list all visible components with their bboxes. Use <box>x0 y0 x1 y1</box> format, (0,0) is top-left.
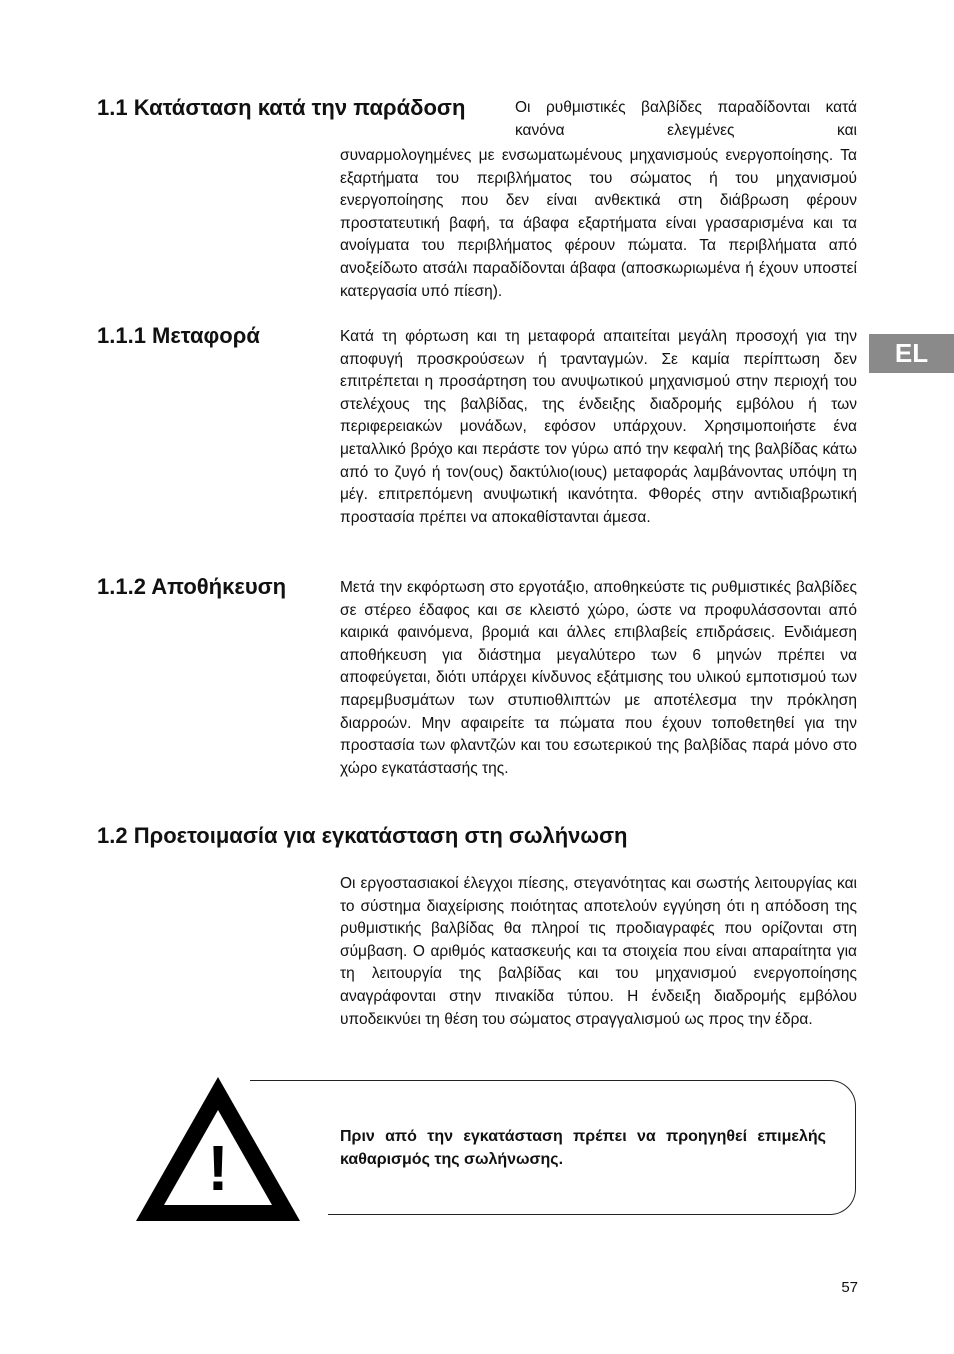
section-heading-preparation: 1.2 Προετοιμασία για εγκατάσταση στη σωλήνωση <box>97 823 628 848</box>
warning-exclamation-mark: ! <box>207 1132 229 1204</box>
delivery-paragraph: συναρμολογημένες με ενσωματωμένους μηχανισμούς ενεργοποίησης. Τα εξαρτήματα του περιβλήματος του σώματος ή του μηχανισμού ενεργοποίησης που δεν είναι ανθεκτικά στη διάβρωση φέρουν προστατευτική βαφή, τα άβαφα εξαρτήματα είναι γρασαρισμένα και τα ανοίγματα του περιβλήματος φέρουν πώματα. Τα περιβλήματα από ανοξείδωτο ατσάλι παραδίδονται άβαφα (αποσκωριωμένα ή έχουν υποστεί κατεργασία υπό πίεση). <box>340 147 857 300</box>
warning-triangle-icon <box>133 1074 303 1224</box>
page-number: 57 <box>841 1279 858 1296</box>
transport-paragraph: Κατά τη φόρτωση και τη μεταφορά απαιτείται μεγάλη προσοχή για την αποφυγή προσκρούσεων ή τρανταγμών. Σε καμία περίπτωση δεν επιτρέπεται η προσάρτηση του ανυψωτικού μηχανισμού στην περιοχή του στελέχους της βαλβίδας, της ένδειξης διαδρομής εμβόλου ή των περιφερειακών μονάδων, εφόσον υπάρχουν. Χρησιμοποιήστε ένα μεταλλικό βρόχο και περάστε τον γύρω από την κεφαλή της βαλβίδας κάτω από το ζυγό ή τον(ους) δακτύλιο(ιους) μεταφοράς λαμβάνοντας υπόψη τη μέγ. επιτρεπόμενη ανυψωτική ικανότητα. Φθορές στην αντιδιαβρωτική προστασία πρέπει να αποκαθίστανται άμεσα. <box>340 328 857 526</box>
section-heading-delivery: 1.1 Κατάσταση κατά την παράδοση <box>97 95 466 120</box>
delivery-first-line: Οι ρυθμιστικές βαλβίδες παραδίδονται κατά κανόνα ελεγμένες και <box>515 99 857 139</box>
preparation-paragraph: Οι εργοστασιακοί έλεγχοι πίεσης, στεγανότητας και σωστής λειτουργίας και το σύστημα διαχείρισης ποιότητας αποτελούν εγγύηση ότι η απόδοση της ρυθμιστικής βαλβίδας θα πληροί τις προδιαγραφές που ορίζονται στη σύμβαση. Ο αριθμός κατασκευής και τα στοιχεία που είναι απαραίτητα για τη λειτουργία της βαλβίδας και του μηχανισμού ενεργοποίησης αναγράφονται στην πινακίδα τύπου. Η ένδειξη διαδρομής εμβόλου υποδεικνύει τη θέση του σώματος στραγγαλισμού ως προς την έδρα. <box>340 875 857 1028</box>
warning-text: Πριν από την εγκατάσταση πρέπει να προηγηθεί επιμελής καθαρισμός της σωλήνωσης. <box>340 1128 826 1168</box>
language-tab: EL <box>869 334 954 373</box>
section-heading-storage: 1.1.2 Αποθήκευση <box>97 574 287 599</box>
storage-paragraph: Μετά την εκφόρτωση στο εργοτάξιο, αποθηκεύστε τις ρυθμιστικές βαλβίδες σε στέρεο έδαφος και σε κλειστό χώρο, ώστε να προφυλάσσονται από καιρικά φαινόμενα, βρομιά και άλλες επιβλαβείς επιδράσεις. Ενδιάμεση αποθήκευση για διάστημα μεγαλύτερο των 6 μηνών πρέπει να αποφεύγεται, διότι υπάρχει κίνδυνος εξάτμισης του υλικού εμποτισμού των παρεμβυσμάτων των στυπιοθλιπτών με αποτέλεσμα την πρόκληση διαρροών. Μην αφαιρείτε τα πώματα που έχουν τοποθετηθεί για την προστασία των φλαντζών και του εσωτερικού της βαλβίδας παρά μόνο στο χώρο εγκατάστασής της. <box>340 579 857 777</box>
section-heading-transport: 1.1.1 Μεταφορά <box>97 323 260 348</box>
